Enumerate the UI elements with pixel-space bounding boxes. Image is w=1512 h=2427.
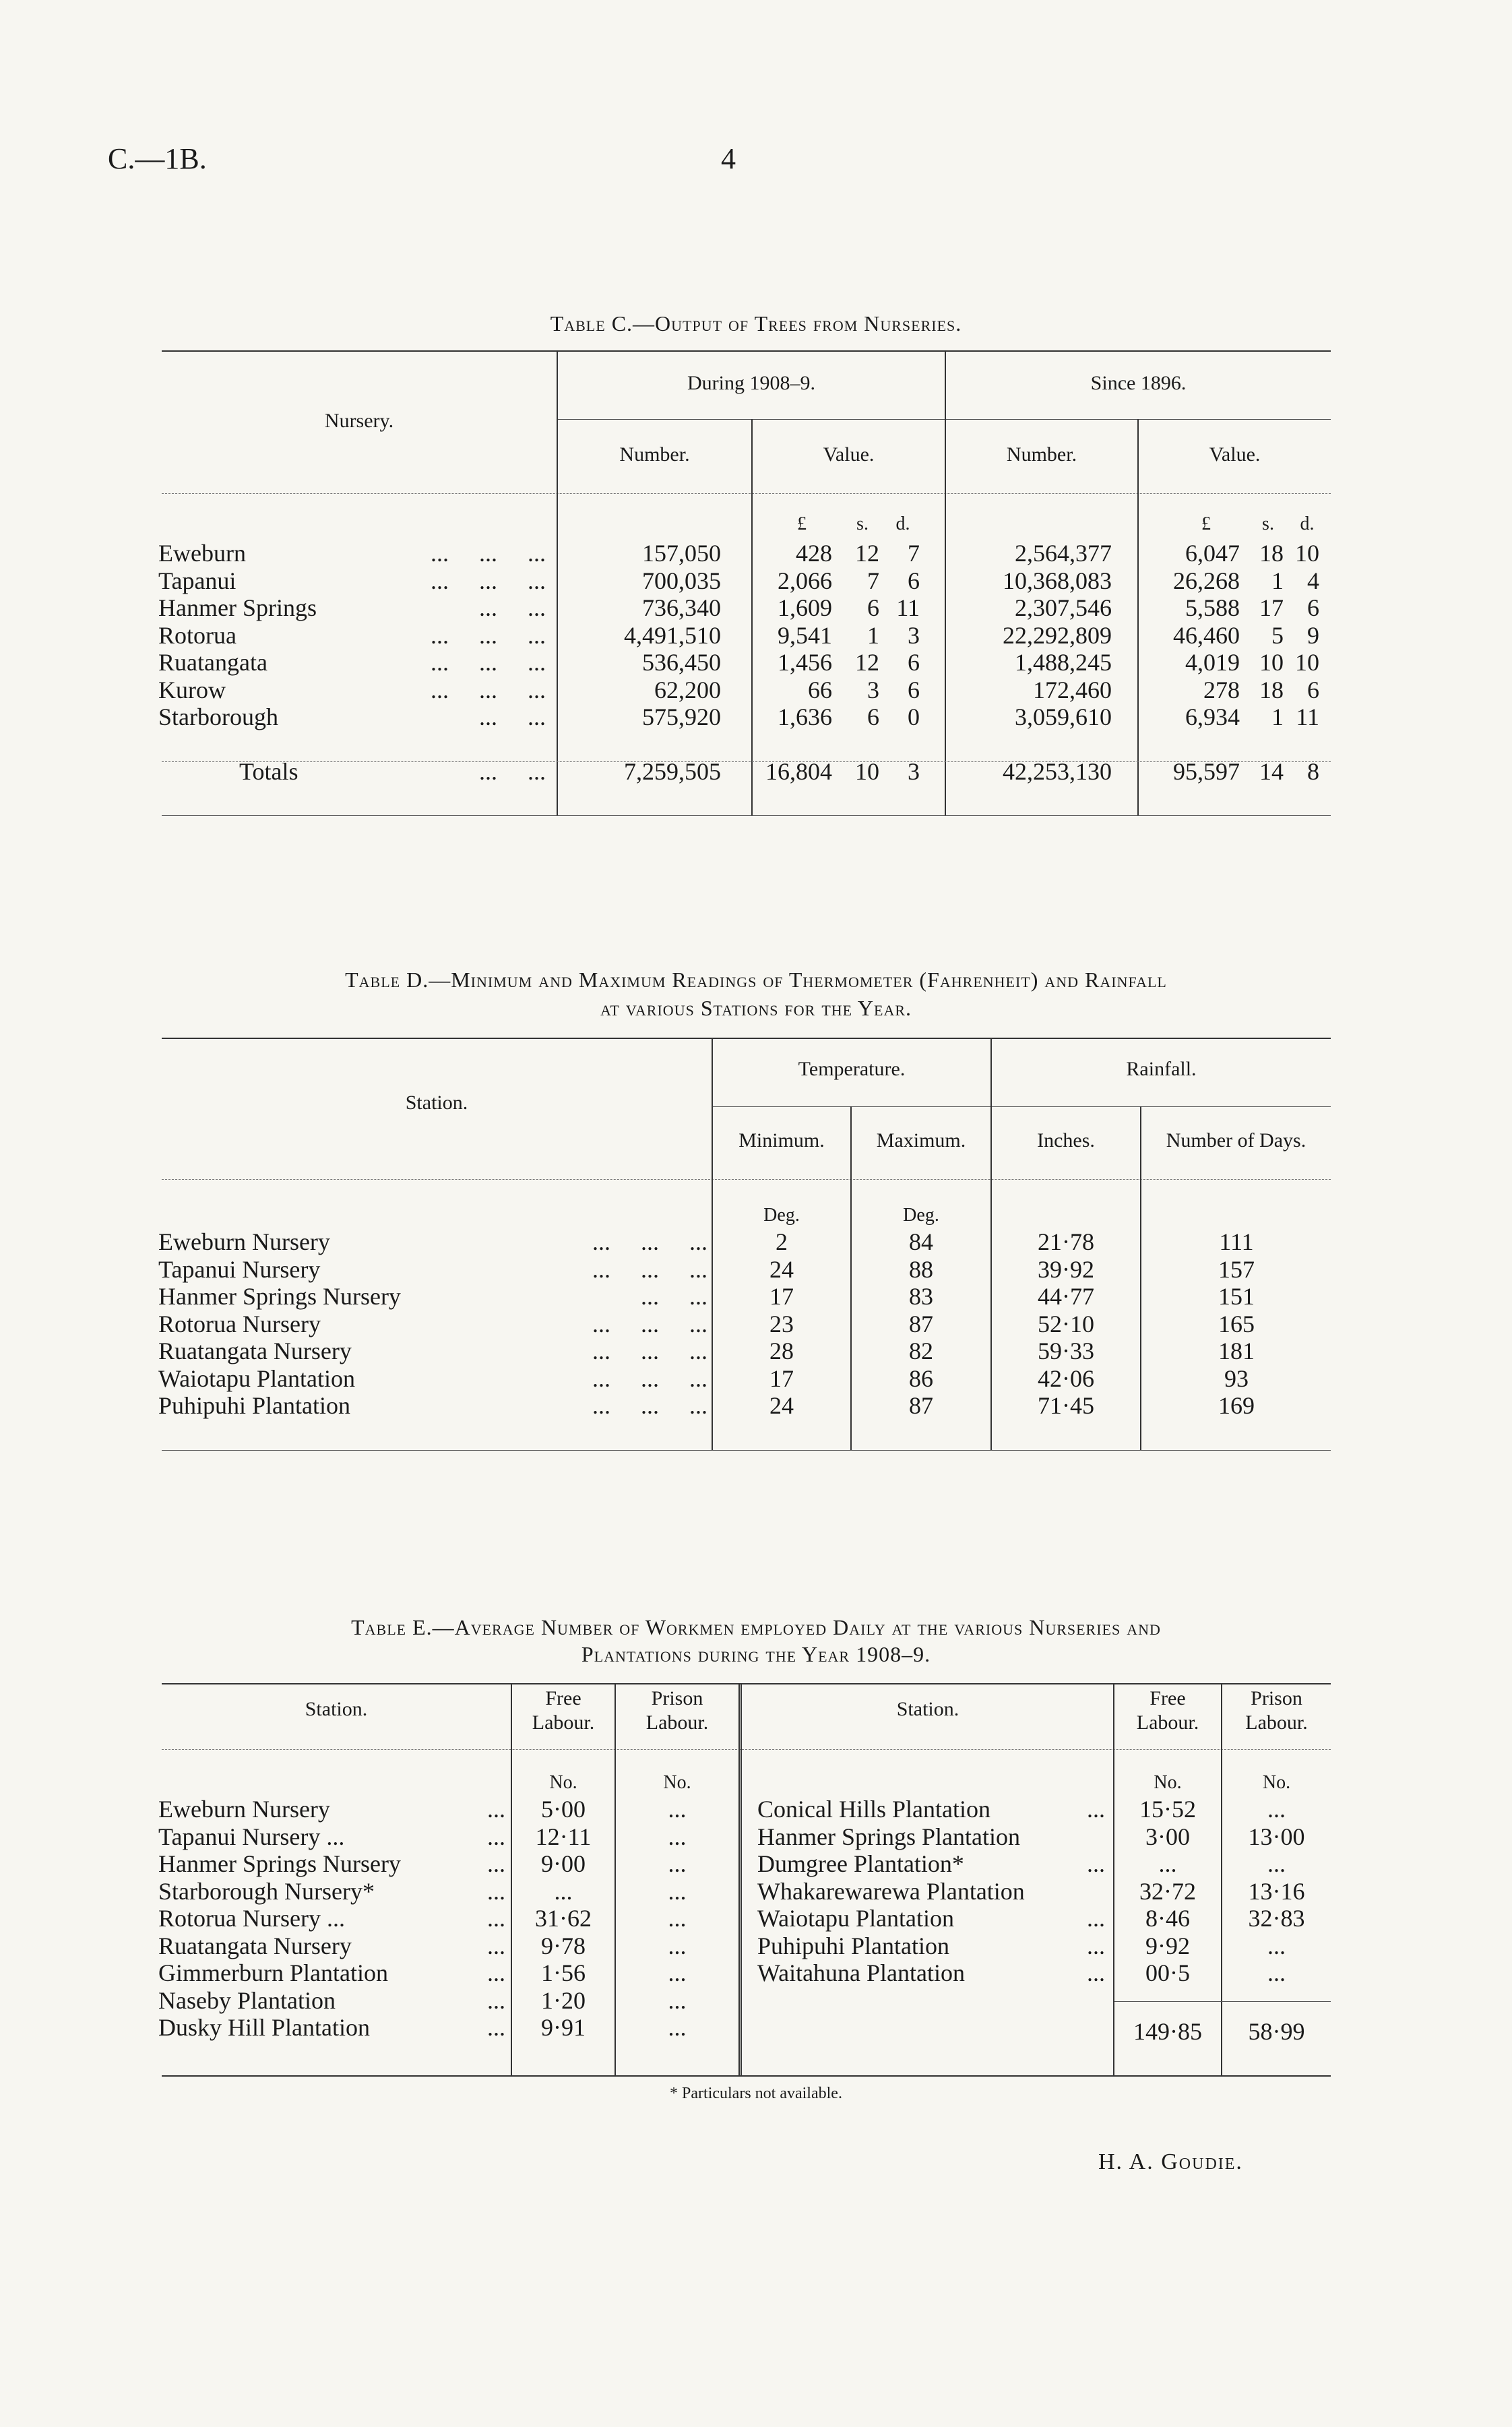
number-1908: 4,491,510: [624, 621, 721, 649]
max-temp: 83: [909, 1283, 933, 1310]
free-labour: 1·20: [541, 1986, 586, 2014]
rainfall-inches: 44·77: [1038, 1283, 1094, 1310]
col-free-header-line2: Labour.: [1136, 1711, 1199, 1734]
station-name: Rotorua Nursery ...: [158, 1905, 345, 1932]
rainfall-inches: 42·06: [1038, 1364, 1094, 1392]
page-number: 4: [721, 142, 736, 175]
prison-labour: ...: [1267, 1796, 1286, 1823]
table-d-divider: [850, 1106, 852, 1450]
leader-dots: ... ... ...: [431, 621, 546, 649]
min-temp: 17: [769, 1364, 794, 1392]
value-shillings: 18: [1259, 676, 1284, 703]
station-name: Waiotapu Plantation: [158, 1364, 356, 1392]
prison-labour: ...: [668, 2014, 687, 2041]
value-shillings: 12: [855, 540, 879, 567]
report-reference: C.—1B.: [108, 142, 207, 175]
prison-labour: ...: [668, 1877, 687, 1905]
station-name: Puhipuhi Plantation: [757, 1932, 950, 1959]
station-name: Eweburn Nursery: [158, 1228, 330, 1255]
table-e-divider: [615, 1683, 616, 2075]
free-labour: 9·91: [541, 2014, 586, 2041]
station-name: Dusky Hill Plantation: [158, 2014, 370, 2041]
value-pounds: 1,609: [778, 594, 832, 621]
max-temp: 87: [909, 1392, 933, 1419]
rain-days: 111: [1219, 1228, 1254, 1255]
unit-number: No.: [1262, 1772, 1291, 1793]
min-temp: 28: [769, 1337, 794, 1364]
value-shillings: 10: [1259, 649, 1284, 676]
free-labour: 32·72: [1139, 1877, 1196, 1905]
station-name: Hanmer Springs Plantation: [757, 1823, 1020, 1850]
number-since-1896: 22,292,809: [1003, 621, 1112, 649]
col-free-header: Free: [545, 1687, 581, 1709]
station-name: Tapanui Nursery: [158, 1255, 321, 1283]
unit-pence: d.: [1300, 513, 1315, 534]
leader-dots: ...: [1087, 1932, 1105, 1959]
col-station-header: Station.: [305, 1698, 368, 1720]
station-name: Ruatangata Nursery: [158, 1932, 352, 1959]
station-name: Starborough Nursery*: [158, 1877, 375, 1905]
value-shillings: 1: [867, 621, 879, 649]
value-pence: 6: [908, 567, 920, 594]
number-1908: 536,450: [642, 649, 721, 676]
leader-dots: ... ...: [641, 1283, 707, 1310]
footnote: * Particulars not available.: [670, 2085, 842, 2102]
col-prison-header: Prison: [1251, 1687, 1302, 1709]
col-number-header: Number.: [619, 443, 690, 466]
leader-dots: ... ...: [479, 758, 546, 785]
number-since-1896: 1,488,245: [1015, 649, 1112, 676]
nursery-name: Ruatangata: [158, 649, 267, 676]
value-pounds: 46,460: [1173, 621, 1240, 649]
group-temperature-header: Temperature.: [798, 1058, 906, 1080]
max-temp: 88: [909, 1255, 933, 1283]
table-e-caption-line2: Plantations during the Year 1908–9.: [581, 1642, 931, 1666]
min-temp: 2: [776, 1228, 788, 1255]
col-number-header: Number.: [1006, 443, 1077, 466]
leader-dots: ... ... ...: [431, 676, 546, 703]
nursery-name: Tapanui: [158, 567, 237, 594]
value-pence: 0: [908, 703, 920, 730]
prison-labour: ...: [1267, 1850, 1286, 1877]
unit-pounds: £: [1201, 513, 1211, 534]
table-c-caption: Table C.—Output of Trees from Nurseries.: [550, 311, 962, 336]
table-c-bottom-rule: [162, 815, 1331, 816]
table-e-bottom-rule: [162, 2075, 1331, 2077]
station-name: Whakarewarewa Plantation: [757, 1877, 1025, 1905]
station-name: Conical Hills Plantation: [757, 1796, 990, 1823]
leader-dots: ...: [1087, 1850, 1105, 1877]
value-shillings: 1: [1271, 567, 1284, 594]
prison-labour: ...: [1267, 1932, 1286, 1959]
leader-dots: ...: [487, 1905, 505, 1932]
value-pence: 4: [1307, 567, 1319, 594]
leader-dots: ...: [487, 1823, 505, 1850]
leader-dots: ...: [1087, 1905, 1105, 1932]
leader-dots: ... ... ...: [431, 567, 546, 594]
value-pence: 6: [908, 649, 920, 676]
leader-dots: ... ... ...: [592, 1228, 707, 1255]
leader-dots: ...: [487, 1877, 505, 1905]
value-pounds: 5,588: [1185, 594, 1240, 621]
free-labour: 9·00: [541, 1850, 586, 1877]
col-value-header: Value.: [1209, 443, 1261, 466]
unit-number: No.: [1154, 1772, 1182, 1793]
table-d-bottom-rule: [162, 1450, 1331, 1451]
rainfall-inches: 59·33: [1038, 1337, 1094, 1364]
rainfall-inches: 21·78: [1038, 1228, 1094, 1255]
unit-degrees: Deg.: [763, 1205, 800, 1226]
number-since-1896: 42,253,130: [1003, 758, 1112, 785]
value-shillings: 14: [1259, 758, 1284, 785]
col-maximum-header: Maximum.: [876, 1129, 966, 1152]
rainfall-inches: 39·92: [1038, 1255, 1094, 1283]
value-pounds: 26,268: [1173, 567, 1240, 594]
prison-labour: 32·83: [1248, 1905, 1305, 1932]
free-labour: 5·00: [541, 1796, 586, 1823]
col-free-header: Free: [1149, 1687, 1186, 1709]
table-d-divider: [712, 1038, 713, 1450]
value-pence: 6: [1307, 594, 1319, 621]
value-shillings: 12: [855, 649, 879, 676]
col-value-header: Value.: [823, 443, 875, 466]
station-name: Hanmer Springs Nursery: [158, 1283, 401, 1310]
leader-dots: ...: [1087, 1796, 1105, 1823]
station-name: Ruatangata Nursery: [158, 1337, 352, 1364]
nursery-name: Hanmer Springs: [158, 594, 317, 621]
station-name: Dumgree Plantation*: [757, 1850, 964, 1877]
value-shillings: 3: [867, 676, 879, 703]
value-pounds: 428: [796, 540, 832, 567]
number-1908: 575,920: [642, 703, 721, 730]
number-1908: 62,200: [654, 676, 721, 703]
rain-days: 93: [1224, 1364, 1249, 1392]
prison-labour: 13·00: [1248, 1823, 1305, 1850]
prison-labour: ...: [668, 1959, 687, 1986]
value-shillings: 6: [867, 594, 879, 621]
leader-dots: ... ... ...: [592, 1337, 707, 1364]
col-minimum-header: Minimum.: [738, 1129, 825, 1152]
signature: H. A. Goudie.: [1098, 2149, 1243, 2174]
unit-pence: d.: [895, 513, 910, 534]
number-since-1896: 172,460: [1033, 676, 1112, 703]
leader-dots: ...: [487, 1959, 505, 1986]
number-1908: 700,035: [642, 567, 721, 594]
value-pence: 7: [908, 540, 920, 567]
rain-days: 151: [1218, 1283, 1255, 1310]
table-e-caption: Table E.—Average Number of Workmen employed Daily at the various Nurseries and: [351, 1615, 1161, 1639]
value-pence: 11: [1296, 703, 1319, 730]
free-labour: 3·00: [1145, 1823, 1190, 1850]
value-pence: 6: [1307, 676, 1319, 703]
leader-dots: ... ... ...: [592, 1392, 707, 1419]
value-pounds: 1,456: [778, 649, 832, 676]
prison-labour: ...: [1267, 1959, 1286, 1986]
nursery-name: Totals: [239, 758, 298, 785]
table-c-totals-rule: [162, 761, 1331, 762]
unit-number: No.: [549, 1772, 577, 1793]
leader-dots: ...: [487, 1796, 505, 1823]
free-labour: 9·78: [541, 1932, 586, 1959]
unit-shillings: s.: [856, 513, 869, 534]
leader-dots: ...: [1087, 1959, 1105, 1986]
prison-labour: ...: [668, 1932, 687, 1959]
prison-labour: 13·16: [1248, 1877, 1305, 1905]
leader-dots: ... ... ...: [592, 1310, 707, 1337]
rainfall-inches: 52·10: [1038, 1310, 1094, 1337]
min-temp: 23: [769, 1310, 794, 1337]
rain-days: 157: [1218, 1255, 1255, 1283]
number-since-1896: 2,307,546: [1015, 594, 1112, 621]
value-pence: 11: [896, 594, 920, 621]
leader-dots: ... ...: [479, 594, 546, 621]
col-days-header: Number of Days.: [1166, 1129, 1306, 1152]
value-pence: 10: [1295, 540, 1319, 567]
station-name: Hanmer Springs Nursery: [158, 1850, 401, 1877]
value-shillings: 7: [867, 567, 879, 594]
station-name: Naseby Plantation: [158, 1986, 336, 2014]
leader-dots: ...: [487, 2014, 505, 2041]
leader-dots: ...: [487, 1932, 505, 1959]
value-pounds: 66: [808, 676, 832, 703]
table-d-top-rule: [162, 1038, 1331, 1039]
table-c-divider: [557, 350, 558, 815]
leader-dots: ...: [487, 1986, 505, 2014]
table-c-header-rule: [162, 493, 1331, 494]
station-name: Waitahuna Plantation: [757, 1959, 966, 1986]
table-e-divider: [1113, 1683, 1114, 2075]
rain-days: 181: [1218, 1337, 1255, 1364]
prison-labour: ...: [668, 1823, 687, 1850]
number-since-1896: 2,564,377: [1015, 540, 1112, 567]
number-since-1896: 3,059,610: [1015, 703, 1112, 730]
table-e-header-rule: [162, 1749, 1331, 1750]
table-d-divider: [1140, 1106, 1141, 1450]
min-temp: 24: [769, 1392, 794, 1419]
value-shillings: 18: [1259, 540, 1284, 567]
table-d-caption: Table D.—Minimum and Maximum Readings of Thermometer (Fahrenheit) and Rainfall: [345, 968, 1167, 992]
free-labour: 31·62: [535, 1905, 592, 1932]
prison-labour: ...: [668, 1796, 687, 1823]
col-prison-header: Prison: [651, 1687, 703, 1709]
table-d-divider: [990, 1038, 992, 1450]
table-e-top-rule: [162, 1683, 1331, 1684]
table-d-caption-line2: at various Stations for the Year.: [600, 996, 912, 1020]
col-nursery-header: Nursery.: [324, 410, 394, 432]
nursery-name: Starborough: [158, 703, 278, 730]
table-e-divider: [511, 1683, 512, 2075]
leader-dots: ... ... ...: [592, 1364, 707, 1392]
unit-shillings: s.: [1262, 513, 1274, 534]
value-pounds: 16,804: [765, 758, 832, 785]
value-pence: 6: [908, 676, 920, 703]
rain-days: 165: [1218, 1310, 1255, 1337]
leader-dots: ...: [487, 1850, 505, 1877]
free-labour: 15·52: [1139, 1796, 1196, 1823]
value-pounds: 6,047: [1185, 540, 1240, 567]
leader-dots: ... ... ...: [431, 649, 546, 676]
max-temp: 84: [909, 1228, 933, 1255]
station-name: Eweburn Nursery: [158, 1796, 330, 1823]
number-since-1896: 10,368,083: [1003, 567, 1112, 594]
total-free-labour: 149·85: [1133, 2018, 1202, 2045]
group-rainfall-header: Rainfall.: [1126, 1058, 1197, 1080]
rain-days: 169: [1218, 1392, 1255, 1419]
prison-labour: ...: [668, 1850, 687, 1877]
value-pounds: 1,636: [778, 703, 832, 730]
free-labour: 12·11: [535, 1823, 592, 1850]
value-pence: 3: [908, 758, 920, 785]
free-labour: ...: [554, 1877, 573, 1905]
max-temp: 86: [909, 1364, 933, 1392]
unit-number: No.: [663, 1772, 691, 1793]
value-pounds: 4,019: [1185, 649, 1240, 676]
value-shillings: 10: [855, 758, 879, 785]
value-shillings: 1: [1271, 703, 1284, 730]
leader-dots: ... ... ...: [431, 540, 546, 567]
prison-labour: ...: [668, 1905, 687, 1932]
free-labour: 9·92: [1145, 1932, 1190, 1959]
free-labour: 1·56: [541, 1959, 586, 1986]
nursery-name: Rotorua: [158, 621, 237, 649]
free-labour: 00·5: [1145, 1959, 1190, 1986]
total-prison-labour: 58·99: [1248, 2018, 1305, 2045]
value-pence: 3: [908, 621, 920, 649]
col-inches-header: Inches.: [1037, 1129, 1095, 1152]
station-name: Waiotapu Plantation: [757, 1905, 955, 1932]
free-labour: 8·46: [1145, 1905, 1190, 1932]
group-since-header: Since 1896.: [1090, 372, 1187, 394]
col-free-header-line2: Labour.: [532, 1711, 595, 1734]
value-pounds: 9,541: [778, 621, 832, 649]
number-1908: 736,340: [642, 594, 721, 621]
free-labour: ...: [1158, 1850, 1177, 1877]
value-pounds: 95,597: [1173, 758, 1240, 785]
value-pence: 9: [1307, 621, 1319, 649]
table-e-center-divider: [738, 1683, 742, 2075]
value-shillings: 6: [867, 703, 879, 730]
min-temp: 17: [769, 1283, 794, 1310]
nursery-name: Kurow: [158, 676, 226, 703]
prison-labour: ...: [668, 1986, 687, 2014]
col-station-header: Station.: [896, 1698, 959, 1720]
station-name: Rotorua Nursery: [158, 1310, 321, 1337]
value-pence: 10: [1295, 649, 1319, 676]
value-shillings: 5: [1271, 621, 1284, 649]
table-c-top-rule: [162, 350, 1331, 352]
rainfall-inches: 71·45: [1038, 1392, 1094, 1419]
number-1908: 7,259,505: [624, 758, 721, 785]
col-prison-header-line2: Labour.: [645, 1711, 709, 1734]
value-pounds: 6,934: [1185, 703, 1240, 730]
value-shillings: 17: [1259, 594, 1284, 621]
unit-pounds: £: [797, 513, 807, 534]
col-prison-header-line2: Labour.: [1245, 1711, 1308, 1734]
nursery-name: Eweburn: [158, 540, 246, 567]
max-temp: 82: [909, 1337, 933, 1364]
table-e-divider: [1221, 1683, 1222, 2075]
col-station-header: Station.: [405, 1092, 468, 1114]
station-name: Puhipuhi Plantation: [158, 1392, 351, 1419]
group-during-header: During 1908–9.: [687, 372, 815, 394]
table-e-total-rule: [1114, 2001, 1331, 2002]
max-temp: 87: [909, 1310, 933, 1337]
value-pounds: 278: [1203, 676, 1240, 703]
leader-dots: ... ... ...: [592, 1255, 707, 1283]
station-name: Tapanui Nursery ...: [158, 1823, 345, 1850]
table-d-header-rule: [162, 1179, 1331, 1180]
leader-dots: ... ...: [479, 703, 546, 730]
min-temp: 24: [769, 1255, 794, 1283]
value-pence: 8: [1307, 758, 1319, 785]
table-d-group-rule: [713, 1106, 1331, 1107]
number-1908: 157,050: [642, 540, 721, 567]
station-name: Gimmerburn Plantation: [158, 1959, 388, 1986]
unit-degrees: Deg.: [903, 1205, 939, 1226]
value-pounds: 2,066: [778, 567, 832, 594]
